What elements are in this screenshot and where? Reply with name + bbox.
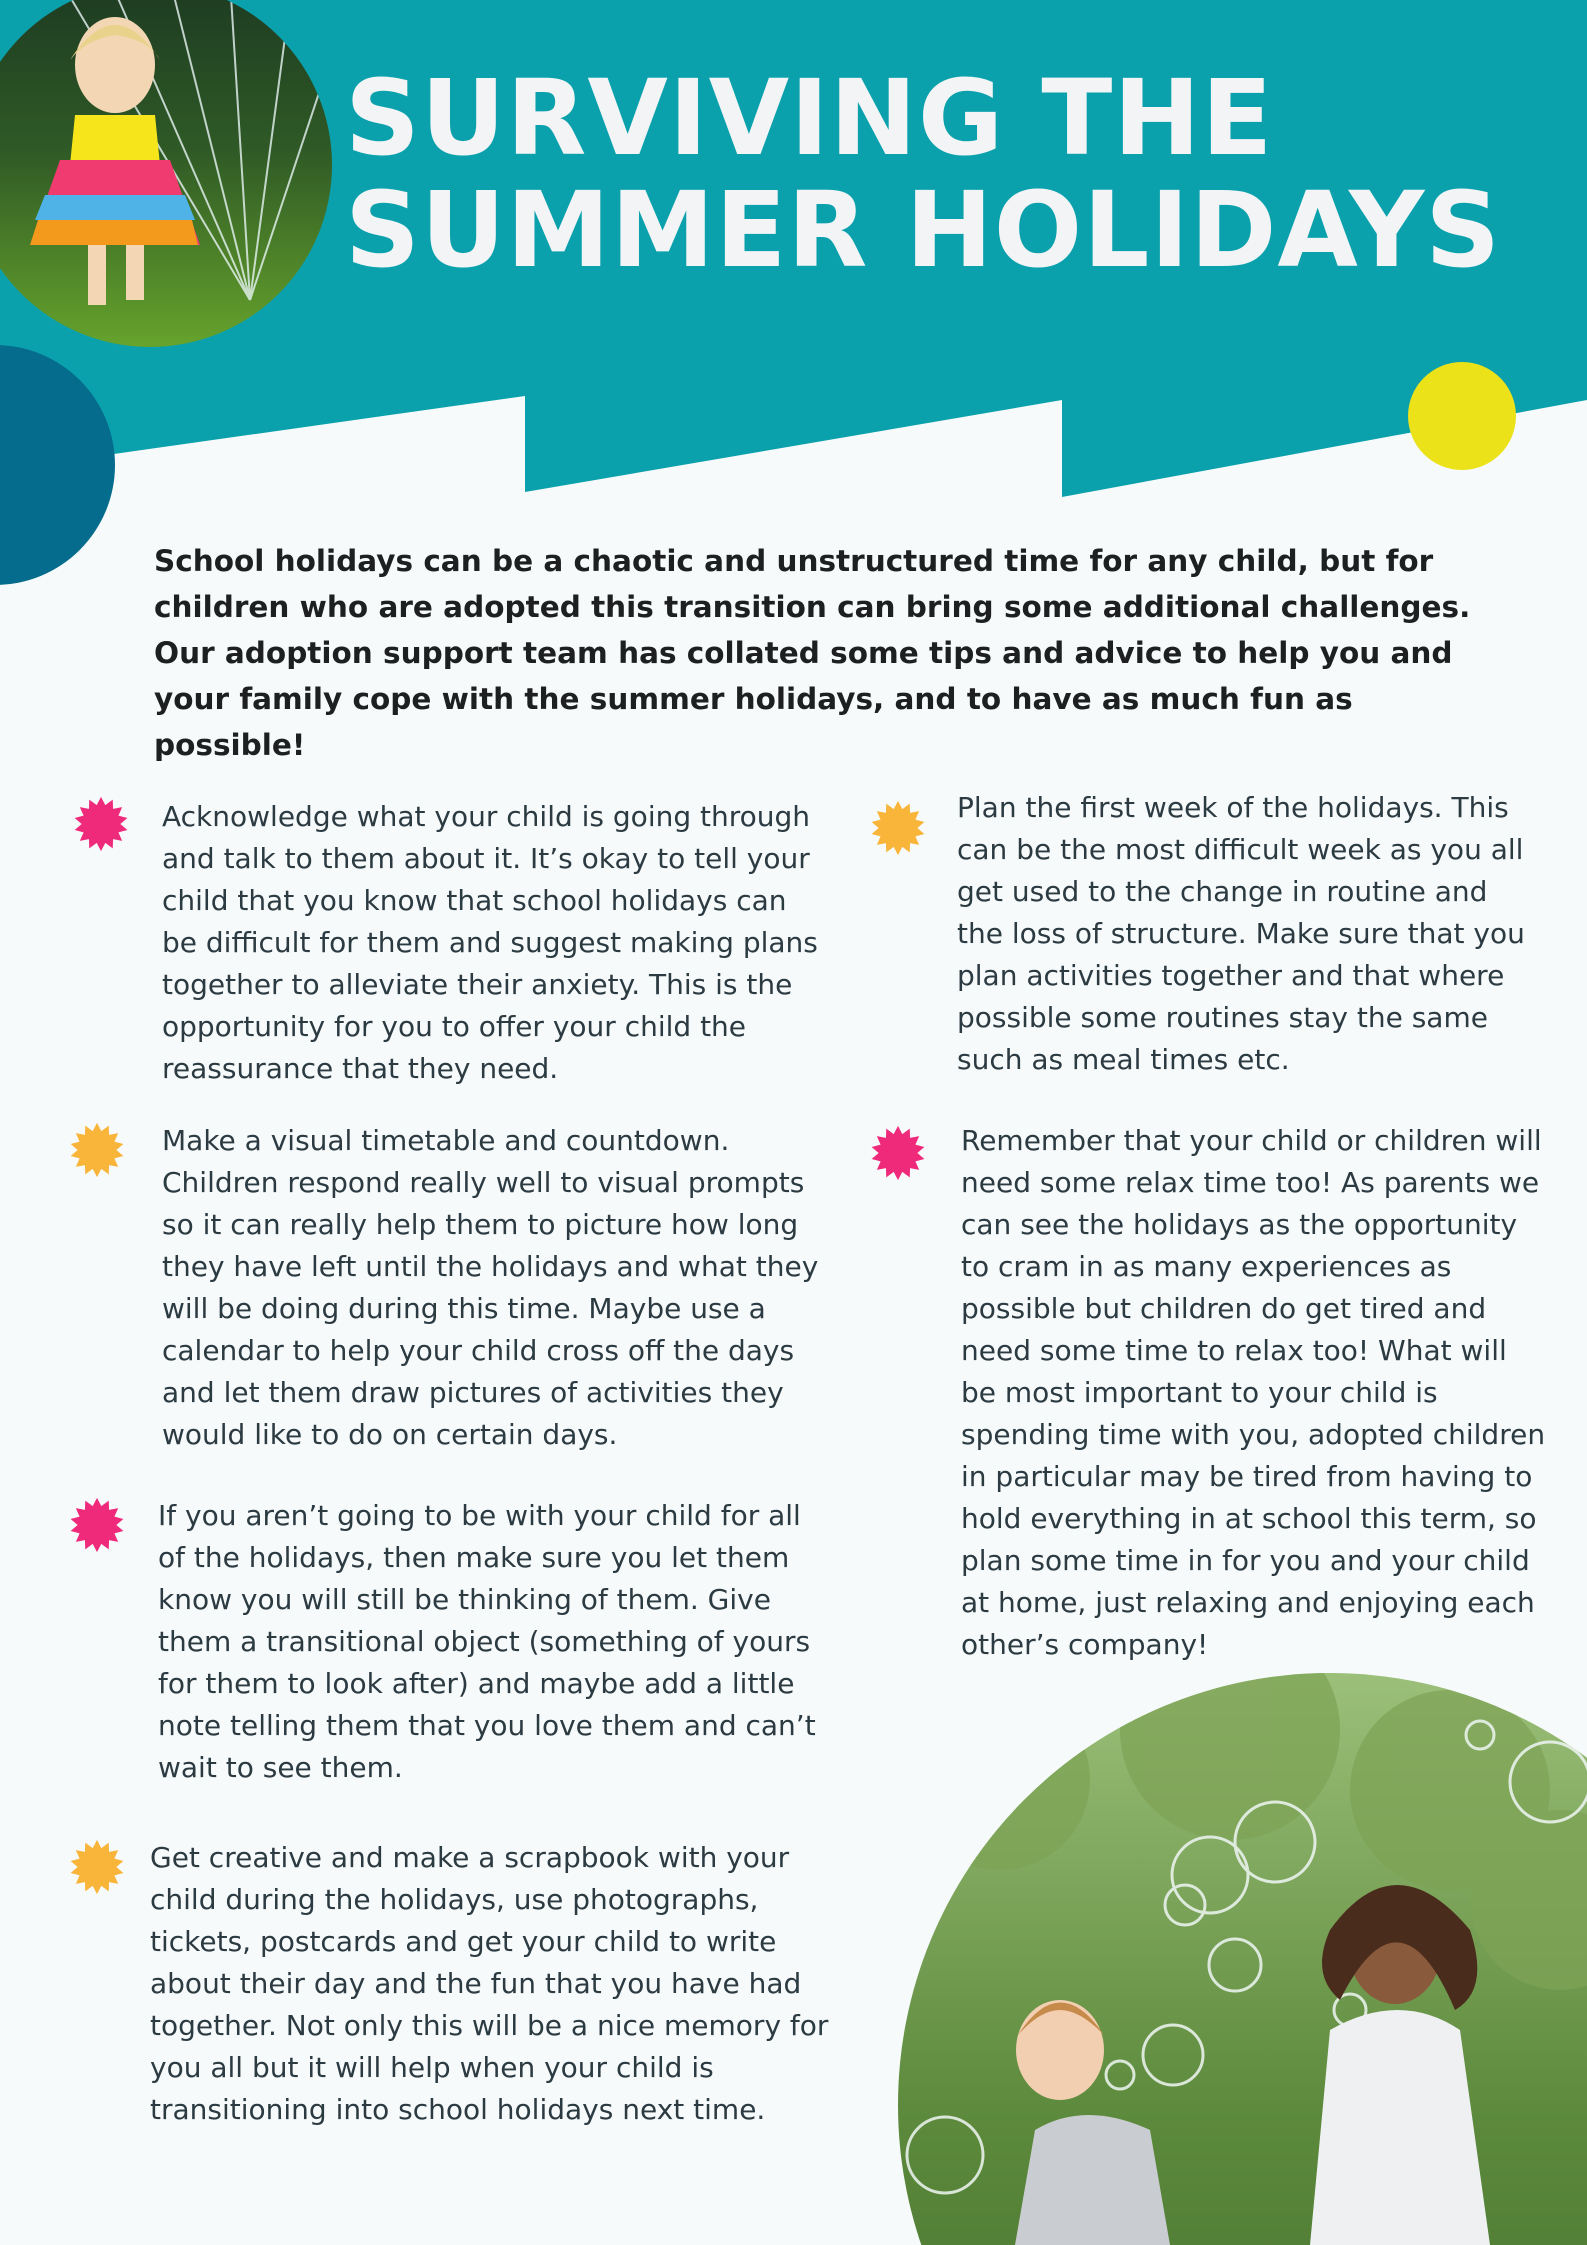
- tip-acknowledge-text: Acknowledge what your child is going through and talk to them about it. It’s okay to tell your child that you know that school holidays can be difficult for them and suggest making plans together to alleviate their anxiety. This is the opportunity for you to offer your child the reassurance that they need.: [162, 800, 818, 1085]
- orange-starburst-icon: [68, 1838, 126, 1896]
- pink-starburst-icon: [869, 1124, 927, 1182]
- yellow-dot: [1408, 362, 1516, 470]
- title-line-2: SUMMER HOLIDAYS: [345, 169, 1502, 291]
- tip-timetable-text: Make a visual timetable and countdown. Children respond really well to visual prompts so it can really help them to picture how long they have left until the holidays and what they will be doing during this time. Maybe use a calendar to help your child cross off the days and let them draw pictures of activities they would like to do on certain days.: [162, 1124, 819, 1451]
- pink-starburst-icon: [68, 1496, 126, 1554]
- pink-starburst-icon: [72, 795, 130, 853]
- orange-starburst-icon: [68, 1121, 126, 1179]
- tip-scrapbook-text: Get creative and make a scrapbook with your child during the holidays, use photographs, tickets, postcards and get your child to write about their day and the fun that you have had together. Not only this will be a nice memory for you all but it will help when your child is transitioning into school holidays next time.: [150, 1841, 829, 2126]
- photo-children-bubbles: [890, 1620, 1587, 2245]
- page-title: [345, 57, 1502, 291]
- orange-starburst-icon: [869, 799, 927, 857]
- tip-transitional-object-text: If you aren’t going to be with your child for all of the holidays, then make sure you let them know you will still be thinking of them. Give them a transitional object (something of yours for them to look after) and maybe add a little note telling them that you love them and can’t wait to see them.: [158, 1499, 816, 1784]
- title-line-1: SURVIVING THE: [345, 57, 1274, 179]
- tip-relax-text: Remember that your child or children will need some relax time too! As parents we can see the holidays as the opportunity to cram in as many experiences as possible but children do get tired and need some time to relax too! What will be most important to your child is spending time with you, adopted children in particular may be tired from having to hold everything in at school this term, so plan some time in for you and your child at home, just relaxing and enjoying each other’s company!: [961, 1124, 1546, 1661]
- intro-paragraph: School holidays can be a chaotic and unstructured time for any child, but for children who are adopted this transition can bring some additional challenges. Our adoption support team has collated some tips and advice to help you and your family cope with the summer holidays, and to have as much fun as possible!: [154, 544, 1471, 762]
- tip-first-week-text: Plan the first week of the holidays. This can be the most difficult week as you all get used to the change in routine and the loss of structure. Make sure that you plan activities together and that where possible some routines stay the same such as meal times etc.: [957, 791, 1525, 1076]
